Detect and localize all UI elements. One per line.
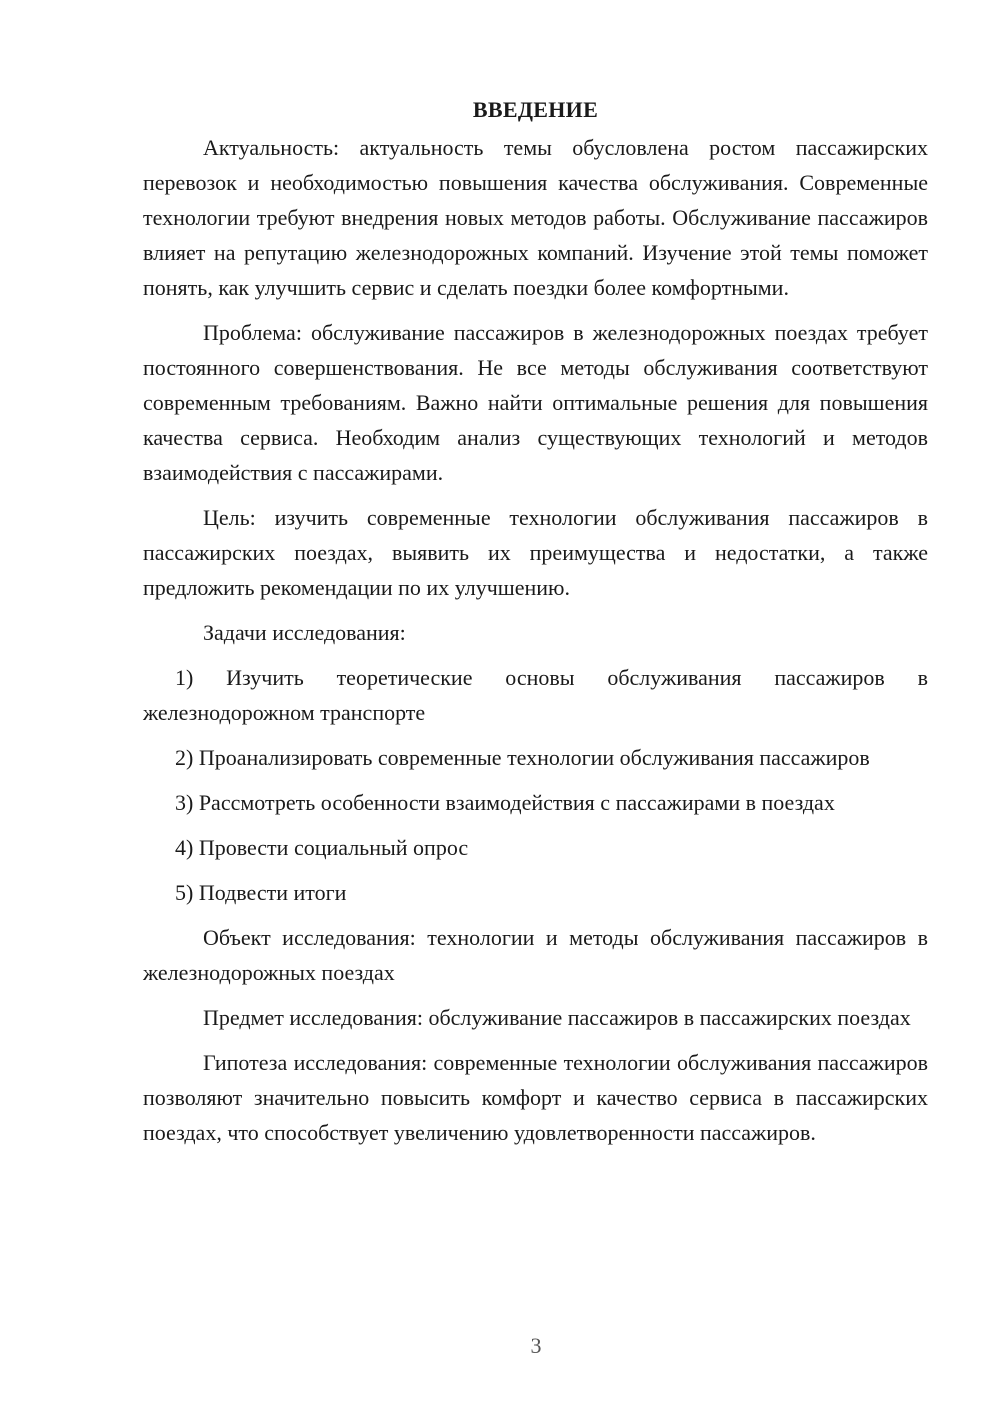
paragraph-hypothesis: Гипотеза исследования: современные технологии обслуживания пассажиров позволяют значительно повысить комфорт и качество сервиса в пассажирских поездах, что способствует увеличению удовлетворенности пассажиров. bbox=[143, 1050, 928, 1145]
paragraph-relevance: Актуальность: актуальность темы обусловлена ростом пассажирских перевозок и необходимостью повышения качества обслуживания. Современные технологии требуют внедрения новых методов работы. Обслуживание пассажиров влияет на репутацию железнодорожных компаний. Изучение этой темы поможет понять, как улучшить сервис и сделать поездки более комфортными. bbox=[143, 135, 928, 300]
paragraph-subject: Предмет исследования: обслуживание пассажиров в пассажирских поездах bbox=[203, 1005, 911, 1030]
list-item: 4) Провести социальный опрос bbox=[175, 835, 469, 860]
paragraph-object: Объект исследования: технологии и методы обслуживания пассажиров в железнодорожных поездах bbox=[143, 925, 928, 985]
list-item: 3) Рассмотреть особенности взаимодействия с пассажирами в поездах bbox=[175, 790, 835, 815]
paragraph-problem: Проблема: обслуживание пассажиров в железнодорожных поездах требует постоянного совершенствования. Не все методы обслуживания соответствуют современным требованиям. Важно найти оптимальные решения для повышения качества сервиса. Необходим анализ существующих технологий и методов взаимодействия с пассажирами. bbox=[143, 320, 928, 485]
list-item: 1) Изучить теоретические основы обслуживания пассажиров в железнодорожном транспорте bbox=[143, 665, 928, 725]
page-number: 3 bbox=[530, 1333, 542, 1358]
paragraph-goal: Цель: изучить современные технологии обслуживания пассажиров в пассажирских поездах, выявить их преимущества и недостатки, а также предложить рекомендации по их улучшению. bbox=[143, 505, 928, 600]
tasks-intro: Задачи исследования: bbox=[203, 620, 406, 645]
section-title: ВВЕДЕНИЕ bbox=[472, 97, 599, 122]
tasks-list bbox=[143, 660, 928, 910]
page-content bbox=[143, 92, 928, 1160]
list-item: 5) Подвести итоги bbox=[175, 880, 347, 905]
list-item: 2) Проанализировать современные технологии обслуживания пассажиров bbox=[175, 745, 870, 770]
